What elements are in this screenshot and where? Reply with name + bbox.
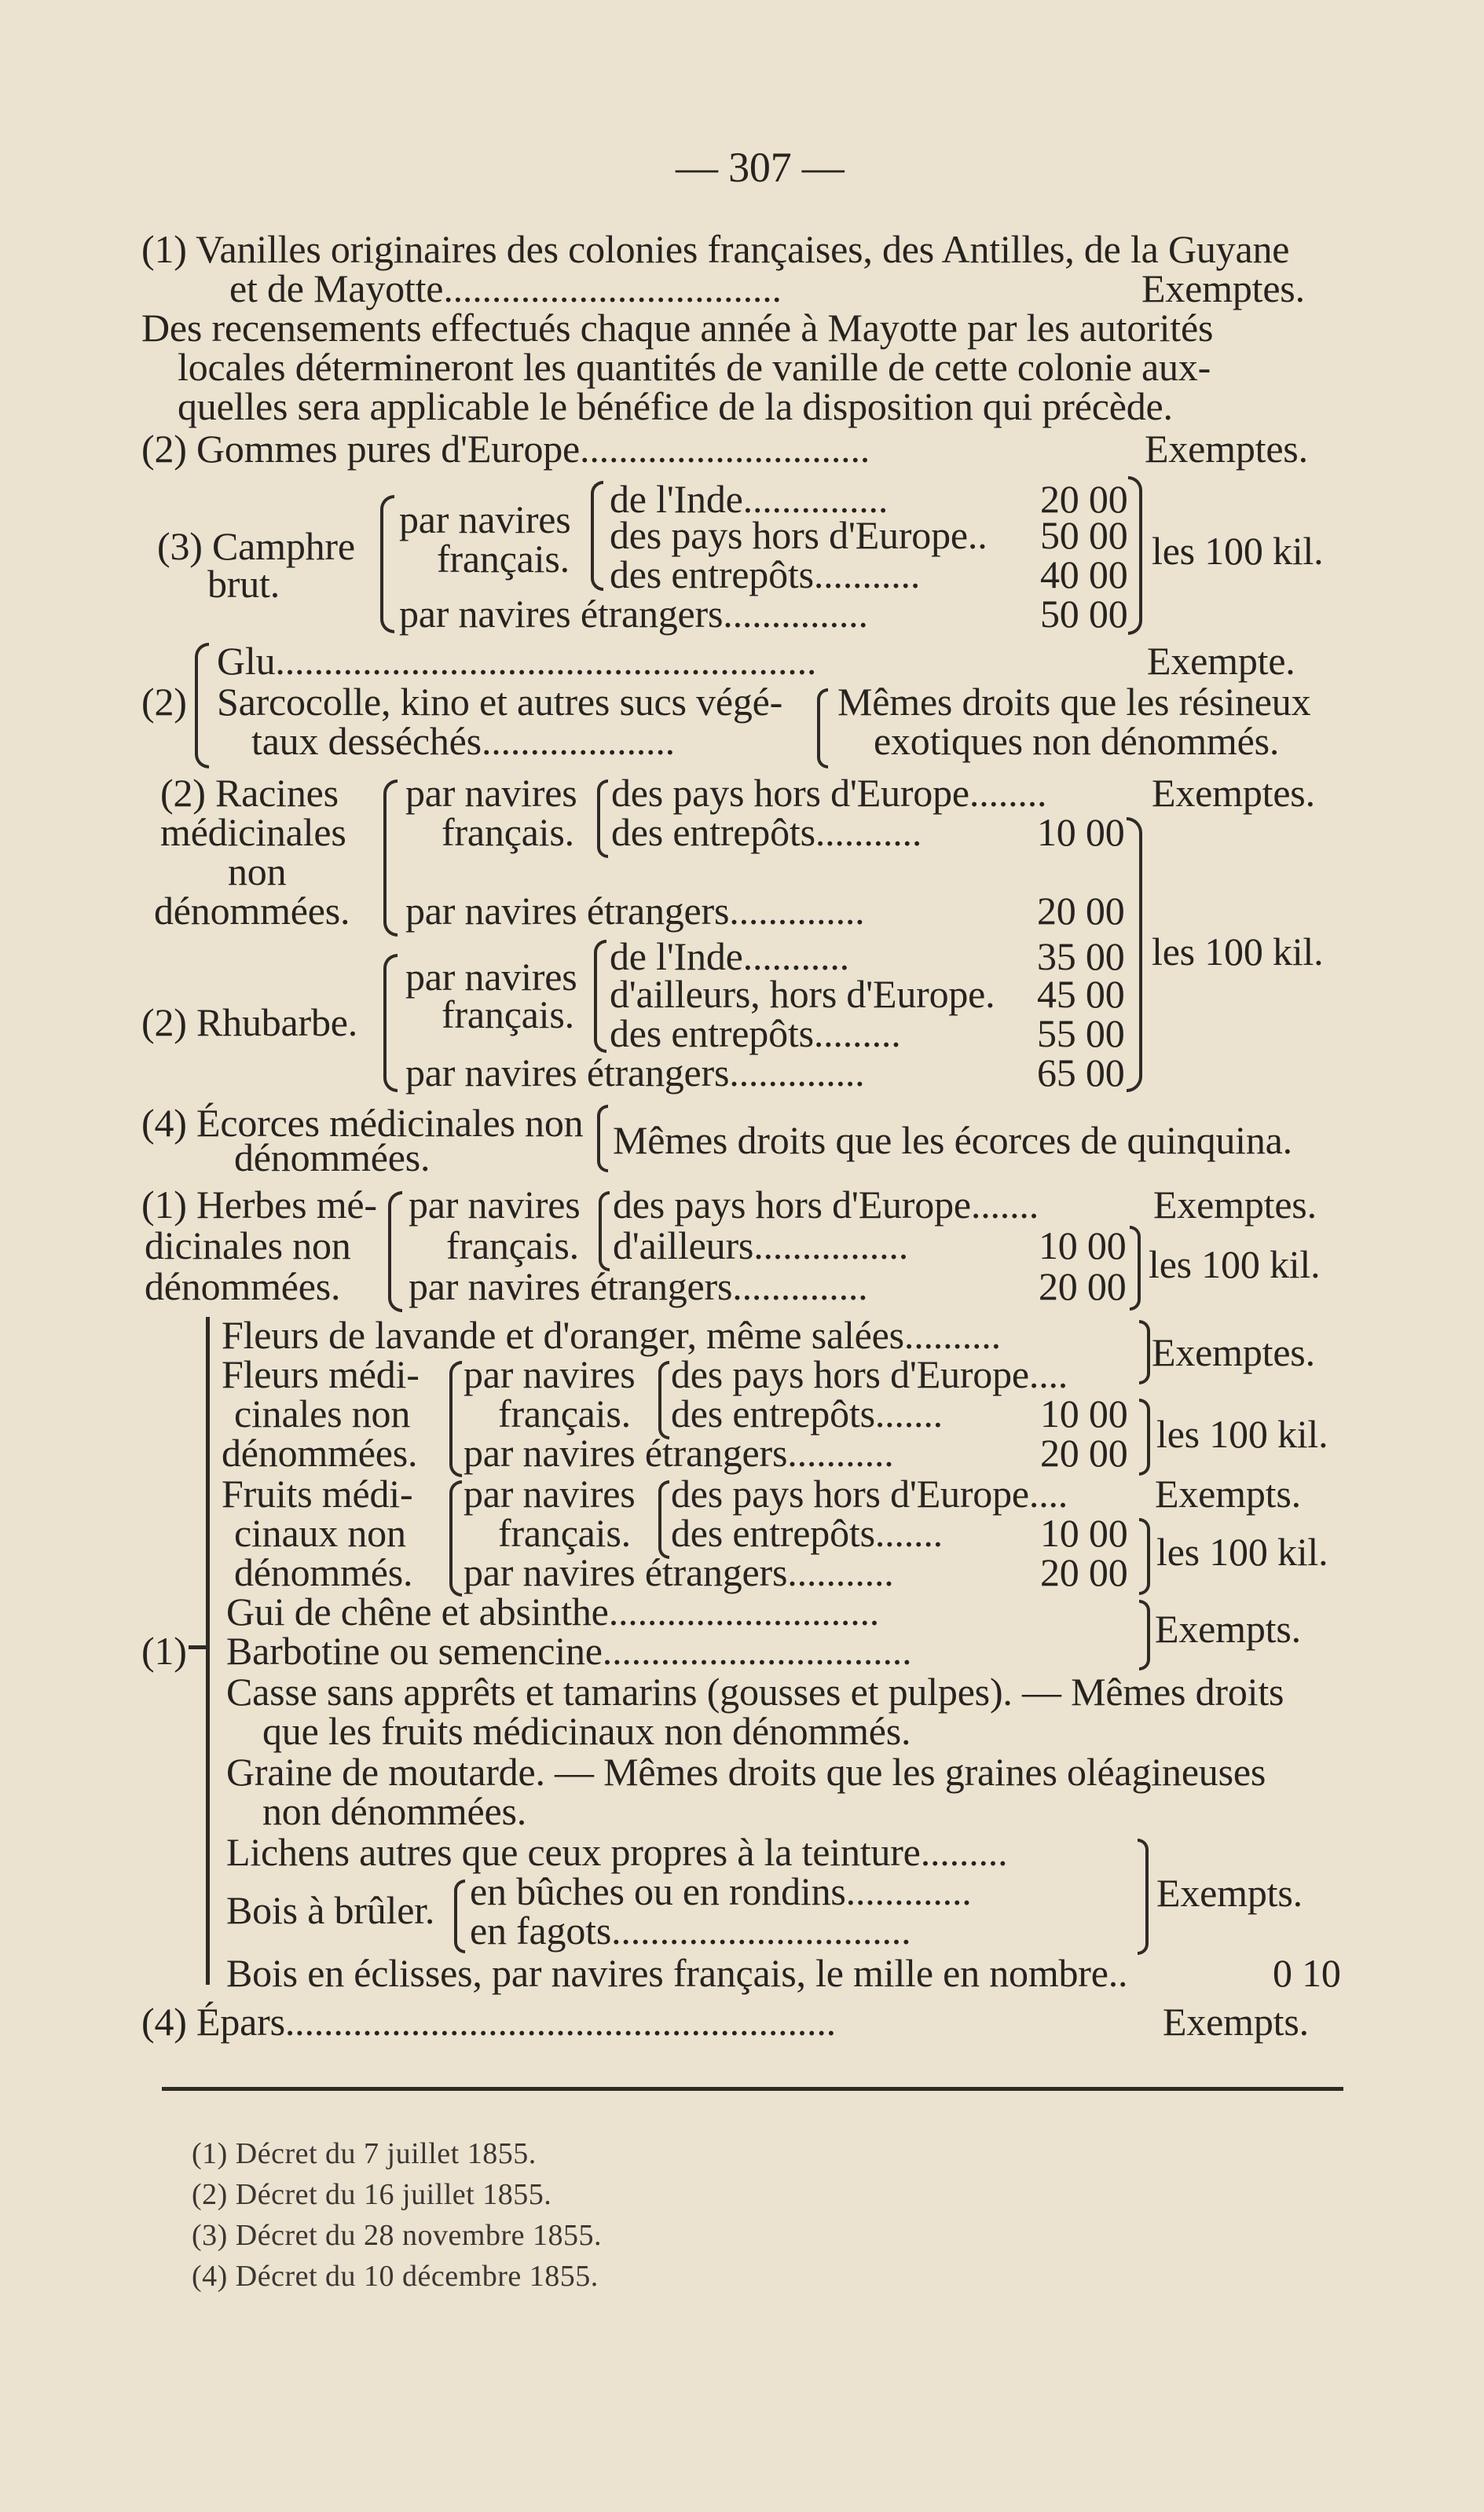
rhubarbe-francais: français. (442, 992, 574, 1036)
fruits-name-1: Fruits médi- (222, 1472, 413, 1516)
racines-francais: français. (442, 810, 574, 854)
racines-name-3: non (228, 849, 287, 893)
page-number: — 307 — (676, 144, 845, 191)
fruits-unit-brace (1139, 1518, 1150, 1595)
herbes-inner-brace (599, 1191, 610, 1271)
ecorces-line-1: (4) Écorces médicinales non (141, 1101, 584, 1145)
fleurs-par-navires: par navires (464, 1352, 636, 1396)
ecorces-line-2: dénommées. (234, 1135, 431, 1179)
camphre-row-2-value: 50 00 (1040, 513, 1128, 557)
bois-bruler: Bois à brûler. (226, 1888, 435, 1932)
fleurs-brace (449, 1361, 462, 1477)
camphre-name: (3) Camphre (157, 524, 355, 568)
herbes-name-3: dénommées. (145, 1264, 341, 1308)
camphre-brace (380, 495, 394, 633)
group1-ref: (1) (141, 1629, 187, 1673)
fruits-row-3: par navires étrangers........... (464, 1550, 894, 1594)
casse-line-1: Casse sans apprêts et tamarins (gousses et pulpes). — Mêmes droits (226, 1670, 1284, 1714)
rhubarbe-row-3-value: 55 00 (1037, 1011, 1125, 1055)
lichens-bois-exempts: Exempts. (1156, 1871, 1303, 1915)
rhubarbe-inner-brace (594, 940, 606, 1053)
racines-row-3-value: 20 00 (1037, 889, 1125, 933)
camphre-etrangers: par navires étrangers............... (399, 592, 868, 636)
gommes-label: (2) Gommes pures d'Europe.............................. (141, 427, 870, 471)
herbes-row-3: par navires étrangers.............. (409, 1264, 868, 1308)
herbes-par-navires: par navires (409, 1183, 581, 1227)
herbes-row-1-value: Exemptes. (1153, 1183, 1317, 1227)
epars-value: Exempts. (1163, 2000, 1309, 2044)
footnote-2: (2) Décret du 16 juillet 1855. (192, 2178, 552, 2211)
gui-line: Gui de chêne et absinthe............................ (226, 1590, 880, 1634)
camphre-par-navires: par navires (399, 497, 571, 541)
glu-brace (195, 643, 209, 768)
racines-rhubarbe-right-brace (1127, 817, 1142, 1092)
rhubarbe-row-2: d'ailleurs, hors d'Europe. (610, 972, 995, 1016)
fruits-row-2: des entrepôts....... (671, 1511, 943, 1555)
rhubarbe-etrangers-value: 65 00 (1037, 1051, 1125, 1095)
rhubarbe-unit: les 100 kil. (1152, 930, 1324, 974)
rhubarbe-row-1: de l'Inde........... (610, 934, 849, 978)
racines-par-navires: par navires (405, 771, 577, 815)
racines-name-2: médicinales (160, 810, 346, 854)
racines-row-2-value: 10 00 (1037, 810, 1125, 854)
graine-line-2: non dénommées. (262, 1789, 527, 1833)
bois-brace (454, 1879, 465, 1953)
racines-name-1: (2) Racines (160, 771, 339, 815)
herbes-name-2: dicinales non (145, 1223, 351, 1267)
fleurs-francais: français. (498, 1392, 631, 1436)
fleurs-row-2-value: 10 00 (1040, 1392, 1128, 1436)
herbes-row-2-value: 10 00 (1039, 1223, 1127, 1267)
camphre-etrangers-value: 50 00 (1040, 592, 1128, 636)
glu-ref: (2) (141, 680, 187, 724)
fruits-unit: les 100 kil. (1156, 1530, 1328, 1574)
fleurs-row-3: par navires étrangers........... (464, 1431, 894, 1475)
graine-line-1: Graine de moutarde. — Mêmes droits que les graines oléagineuses (226, 1750, 1266, 1794)
camphre-row-3: des entrepôts........... (610, 552, 921, 596)
herbes-right-brace (1130, 1226, 1141, 1311)
casse-line-2: que les fruits médicinaux non dénommés. (262, 1709, 911, 1753)
camphre-right-brace (1128, 476, 1142, 635)
fruits-row-3-value: 20 00 (1040, 1550, 1128, 1594)
fleurs-row-2: des entrepôts....... (671, 1392, 943, 1436)
rhubarbe-etrangers: par navires étrangers.............. (405, 1051, 865, 1095)
herbes-row-1: des pays hors d'Europe....... (613, 1183, 1039, 1227)
sarcocolle-line-2: taux desséchés.................... (251, 719, 675, 763)
glu-label: Glu........................................................ (217, 639, 817, 683)
fleurs-unit-brace (1139, 1399, 1150, 1476)
rhubarbe-brace (383, 954, 398, 1092)
bois-eclisses-value: 0 10 (1273, 1951, 1341, 1995)
footnote-3: (3) Décret du 28 novembre 1855. (192, 2219, 603, 2252)
camphre-row-2: des pays hors d'Europe.. (610, 513, 988, 557)
bois-eclisses: Bois en éclisses, par navires français, le mille en nombre.. (226, 1951, 1128, 1995)
herbes-brace (388, 1191, 402, 1312)
rhubarbe-par-navires: par navires (405, 955, 577, 999)
ecorces-droits: Mêmes droits que les écorces de quinquina. (613, 1118, 1292, 1162)
vanilles-line-5: quelles sera applicable le bénéfice de la disposition qui précède. (178, 384, 1173, 428)
rhubarbe-row-3: des entrepôts......... (610, 1011, 901, 1055)
herbes-row-3-value: 20 00 (1039, 1264, 1127, 1308)
droits-resineux-2: exotiques non dénommés. (874, 719, 1280, 763)
group1-brace (206, 1317, 210, 1985)
fruits-name-2: cinaux non (234, 1511, 406, 1555)
fruits-par-navires: par navires (464, 1472, 636, 1516)
epars-label: (4) Épars......................................................... (141, 2000, 836, 2044)
rhubarbe-name: (2) Rhubarbe. (141, 1000, 358, 1044)
rhubarbe-row-2-value: 45 00 (1037, 972, 1125, 1016)
vanilles-value: Exemptes. (1141, 266, 1305, 310)
ecorces-brace (597, 1105, 608, 1172)
gui-brace (1139, 1600, 1150, 1670)
camphre-row-1-value: 20 00 (1040, 477, 1128, 521)
footnote-4: (4) Décret du 10 décembre 1855. (192, 2260, 599, 2293)
lichens-bois-brace (1138, 1839, 1149, 1955)
racines-name-4: dénommées. (154, 889, 350, 933)
fleurs-inner-brace (658, 1361, 669, 1439)
fruits-inner-brace (658, 1480, 669, 1559)
racines-brace (383, 779, 398, 937)
fleurs-name-2: cinales non (234, 1392, 411, 1436)
racines-row-3: par navires étrangers.............. (405, 889, 865, 933)
herbes-francais: français. (446, 1223, 579, 1267)
herbes-row-2: d'ailleurs................ (613, 1223, 908, 1267)
camphre-inner-brace (591, 481, 603, 591)
racines-inner-brace (597, 779, 608, 858)
camphre-name-2: brut. (207, 562, 280, 606)
group1-brace-tip (189, 1645, 207, 1649)
fleurs-lavande-exemptes: Exemptes. (1152, 1330, 1315, 1374)
glu-value: Exempte. (1147, 639, 1295, 683)
fleurs-name-3: dénommées. (222, 1431, 418, 1475)
camphre-francais: français. (437, 537, 570, 581)
fleurs-unit: les 100 kil. (1156, 1412, 1328, 1456)
fruits-row-1: des pays hors d'Europe.... (671, 1472, 1068, 1516)
footnote-1: (1) Décret du 7 juillet 1855. (192, 2137, 537, 2170)
fleurs-lavande: Fleurs de lavande et d'oranger, même salées.......... (222, 1313, 1001, 1357)
gommes-value: Exemptes. (1145, 427, 1308, 471)
vanilles-line-1: (1) Vanilles originaires des colonies françaises, des Antilles, de la Guyane (141, 227, 1290, 271)
vanilles-line-4: locales détermineront les quantités de vanille de cette colonie aux- (178, 345, 1211, 389)
fruits-exempts: Exempts. (1155, 1472, 1301, 1516)
fruits-brace (449, 1480, 462, 1597)
gui-exempts: Exempts. (1155, 1607, 1301, 1651)
racines-row-1: des pays hors d'Europe........ (611, 771, 1047, 815)
vanilles-line-3: Des recensements effectués chaque année à Mayotte par les autorités (141, 306, 1214, 350)
droits-resineux-1: Mêmes droits que les résineux (837, 680, 1311, 724)
racines-row-1-value: Exemptes. (1152, 771, 1315, 815)
bois-buches: en bûches ou en rondins............. (470, 1869, 972, 1913)
bois-fagots: en fagots............................... (470, 1909, 911, 1953)
fruits-row-2-value: 10 00 (1040, 1511, 1128, 1555)
lichens-line: Lichens autres que ceux propres à la teinture......... (226, 1830, 1008, 1874)
fruits-name-3: dénommés. (234, 1550, 413, 1594)
camphre-row-1: de l'Inde............... (610, 477, 889, 521)
barbotine-line: Barbotine ou semencine................................ (226, 1629, 912, 1673)
racines-row-2: des entrepôts........... (611, 810, 922, 854)
camphre-row-3-value: 40 00 (1040, 552, 1128, 596)
fleurs-exemptes-brace (1139, 1320, 1150, 1384)
sarcocolle-line-1: Sarcocolle, kino et autres sucs végé- (217, 680, 783, 724)
herbes-name-1: (1) Herbes mé- (141, 1183, 377, 1227)
fruits-francais: français. (498, 1511, 631, 1555)
vanilles-line-2: et de Mayotte................................... (229, 266, 782, 310)
fleurs-name-1: Fleurs médi- (222, 1352, 420, 1396)
herbes-unit: les 100 kil. (1149, 1242, 1321, 1286)
sarcocolle-brace (817, 688, 828, 768)
fleurs-row-3-value: 20 00 (1040, 1431, 1128, 1475)
rhubarbe-row-1-value: 35 00 (1037, 934, 1125, 978)
footnote-rule (162, 2087, 1343, 2091)
camphre-unit: les 100 kil. (1152, 529, 1324, 573)
fleurs-row-1: des pays hors d'Europe.... (671, 1352, 1068, 1396)
